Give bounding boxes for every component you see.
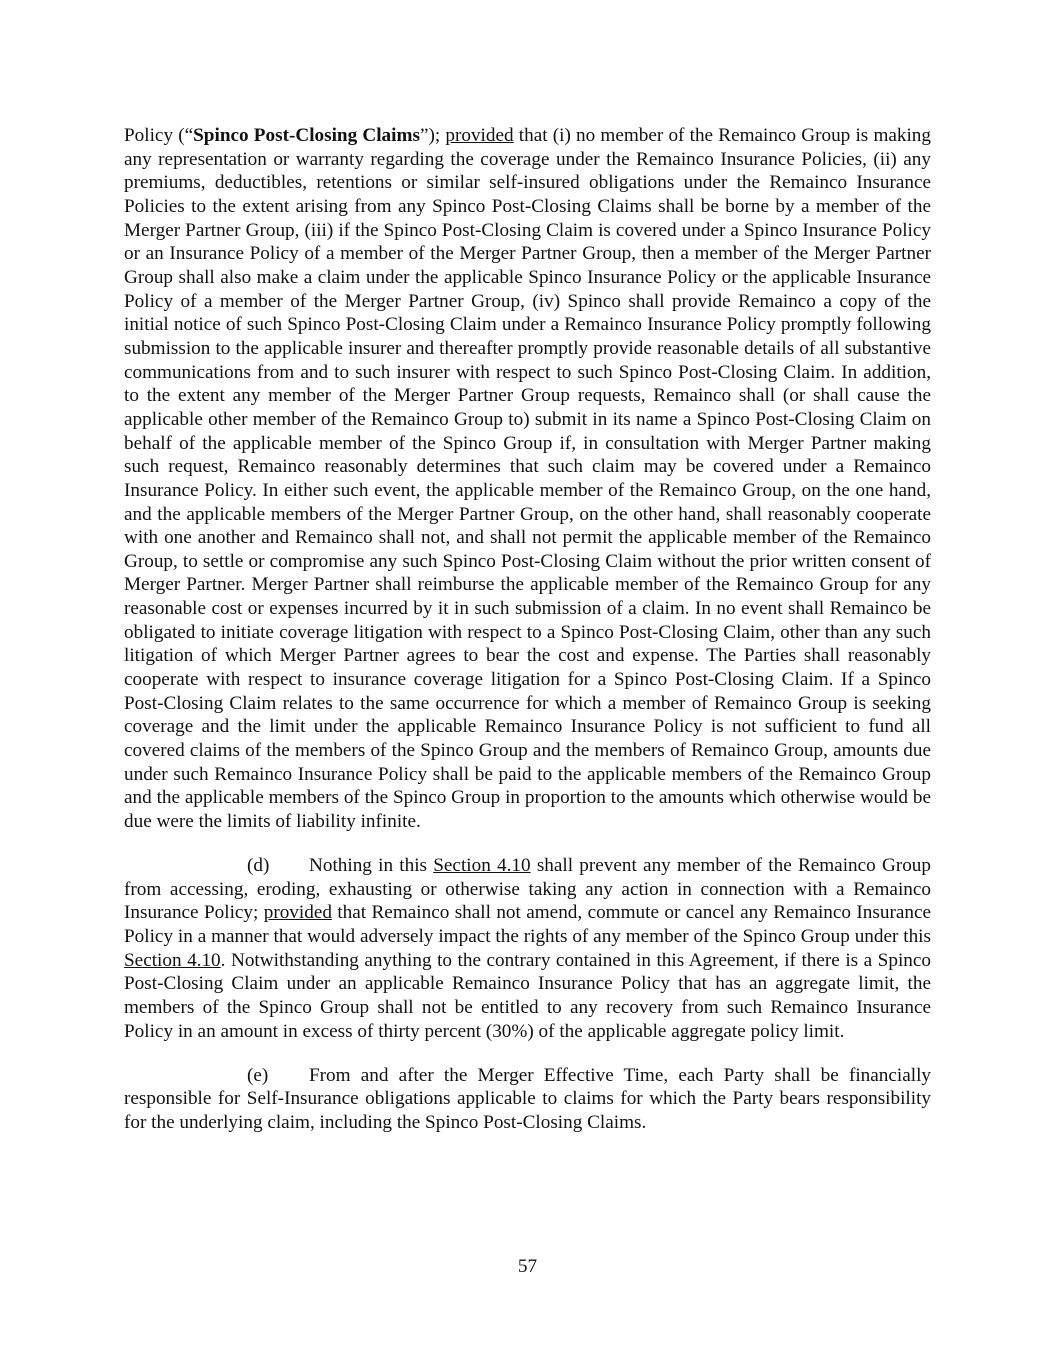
paragraph-text: shall prevent any member of the Remainco Group from accessing, eroding, exhausting or otherwise taking any action in connection with a Remainco Insurance Policy; <box>124 855 931 924</box>
paragraph-e <box>124 1064 931 1135</box>
paragraph-text: ”); <box>419 125 446 146</box>
paragraph-body-text: that (i) no member of the Remainco Group is making any representation or warranty regarding the coverage under the Remainco Insurance Policies, (ii) any premiums, deductibles, retentions or similar self-insured obligations under the Remainco Insurance Policies to the extent arising from any Spinco Post-Closing Claims shall be borne by a member of the Merger Partner Group, (iii) if the Spinco Post-Closing Claim is covered under a Spinco Insurance Policy or an Insurance Policy of a member of the Merger Partner Group, then a member of the Merger Partner Group shall also make a claim under the applicable Spinco Insurance Policy or the applicable Insurance Policy of a member of the Merger Partner Group, (iv) Spinco shall provide Remainco a copy of the initial notice of such Spinco Post-Closing Claim under a Remainco Insurance Policy promptly following submission to the applicable insurer and thereafter promptly provide reasonable details of all substantive communications from and to such insurer with respect to such Spinco Post-Closing Claim. In addition, to the extent any member of the Merger Partner Group requests, Remainco shall (or shall cause the applicable other member of the Remainco Group to) submit in its name a Spinco Post-Closing Claim on behalf of the applicable member of the Spinco Group if, in consultation with Merger Partner making such request, Remainco reasonably determines that such claim may be covered under a Remainco Insurance Policy. In either such event, the applicable member of the Remainco Group, on the one hand, and the applicable members of the Merger Partner Group, on the other hand, shall reasonably cooperate with one another and Remainco shall not, and shall not permit the applicable member of the Remainco Group, to settle or compromise any such Spinco Post-Closing Claim without the prior written consent of Merger Partner. Merger Partner shall reimburse the applicable member of the Remainco Group for any reasonable cost or expenses incurred by it in such submission of a claim. In no event shall Remainco be obligated to initiate coverage litigation with respect to a Spinco Post-Closing Claim, other than any such litigation of which Merger Partner agrees to bear the cost and expense. The Parties shall reasonably cooperate with respect to insurance coverage litigation for a Spinco Post-Closing Claim. If a Spinco Post-Closing Claim relates to the same occurrence for which a member of Remainco Group is seeking coverage and the limit under the applicable Remainco Insurance Policy is not sufficient to fund all covered claims of the members of the Spinco Group and the members of Remainco Group, amounts due under such Remainco Insurance Policy shall be paid to the applicable members of the Remainco Group and the applicable members of the Spinco Group in proportion to the amounts which otherwise would be due were the limits of liability infinite. <box>124 125 931 833</box>
paragraph-text: . Notwithstanding anything to the contrary contained in this Agreement, if there is a Spinco Post-Closing Claim under an applicable Remainco Insurance Policy that has an aggregate limit, the members of the Spinco Group shall not be entitled to any recovery from such Remainco Insurance Policy in an amount in excess of thirty percent (30%) of the applicable aggregate policy limit. <box>124 949 931 1042</box>
section-reference: Section 4.10 <box>433 855 531 877</box>
proviso-term: provided <box>445 125 514 146</box>
paragraph-lead-text: Policy (“ <box>124 125 194 146</box>
paragraph-label-e: (e) <box>247 1064 269 1086</box>
paragraph-text: From and after the Merger Effective Time, each Party shall be financially responsible for Self-Insurance obligations applicable to claims for which the Party bears responsibility for the underlying claim, including the Spinco Post-Closing Claims. <box>124 1064 931 1134</box>
paragraph-spinco-post-closing-claims <box>124 124 931 834</box>
document-page <box>124 124 931 1135</box>
defined-term-spinco-post-closing-claims: Spinco Post-Closing Claims <box>193 125 420 146</box>
paragraph-text: that Remainco shall not amend, commute or cancel any Remainco Insurance Policy in a manner that would adversely impact the rights of any member of the Spinco Group under this <box>124 902 931 948</box>
section-reference: Section 4.10 <box>124 949 221 971</box>
paragraph-d <box>124 854 931 1043</box>
paragraph-text: Nothing in this <box>309 855 434 877</box>
paragraph-label-d: (d) <box>247 855 270 877</box>
proviso-term: provided <box>263 902 332 924</box>
page-number: 57 <box>517 1256 538 1277</box>
